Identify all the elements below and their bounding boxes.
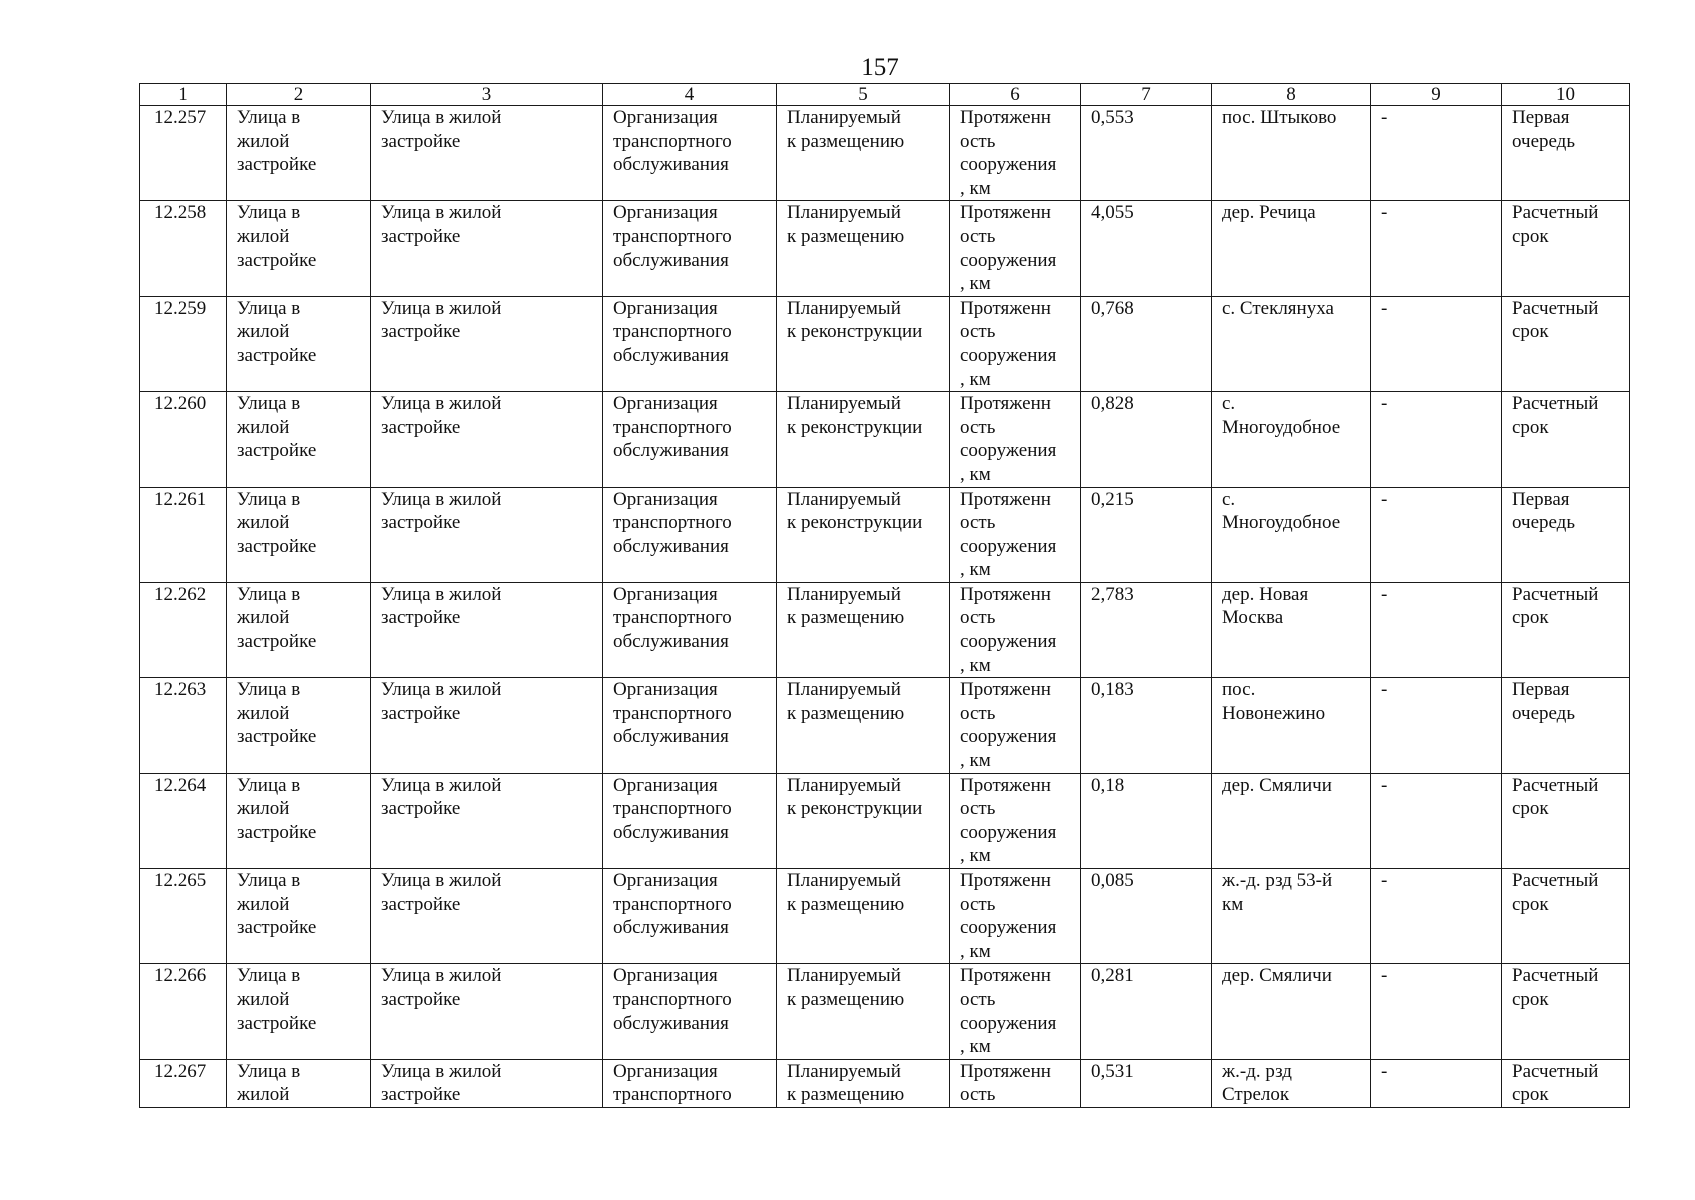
stage-text: Расчетный срок xyxy=(1512,774,1599,820)
object-name-cell xyxy=(371,201,603,296)
object-number-cell xyxy=(140,296,227,391)
stage-cell xyxy=(1502,106,1630,201)
object-name-text: Улица в жилой застройке xyxy=(381,774,502,820)
stage-cell xyxy=(1502,678,1630,773)
object-number-cell xyxy=(140,487,227,582)
object-name-text: Улица в жилой застройке xyxy=(381,965,502,1010)
object-status-cell xyxy=(777,869,950,964)
object-type-text: Улица в жилой застройке xyxy=(237,583,317,653)
zone-cell xyxy=(1371,964,1502,1059)
object-purpose-text: Организация транспортного обслуживания xyxy=(613,679,732,748)
parameter-value-cell xyxy=(1081,582,1212,677)
object-purpose-text: Организация транспортного xyxy=(613,1060,732,1106)
stage-text: Первая очередь xyxy=(1512,488,1576,534)
object-name-cell xyxy=(371,678,603,773)
object-name-text: Улица в жилой застройке xyxy=(381,393,502,438)
table-row xyxy=(140,296,1630,391)
column-header: 6 xyxy=(950,84,1081,106)
object-type-cell xyxy=(227,106,371,201)
location-cell xyxy=(1212,678,1371,773)
object-purpose-text: Организация транспортного обслуживания xyxy=(613,107,732,176)
zone-cell xyxy=(1371,392,1502,487)
object-purpose-cell xyxy=(603,678,777,773)
table-row xyxy=(140,773,1630,868)
zone-cell xyxy=(1371,678,1502,773)
stage-text: Расчетный срок xyxy=(1512,1060,1599,1106)
parameter-value-cell xyxy=(1081,201,1212,296)
zone-cell xyxy=(1371,296,1502,391)
object-status-text: Планируемый к реконструкции xyxy=(787,774,923,820)
parameter-name-text: Протяженн ость сооружения , км xyxy=(960,870,1057,962)
object-name-cell xyxy=(371,487,603,582)
object-status-text: Планируемый к размещению xyxy=(787,965,905,1010)
object-number-text: 12.258 xyxy=(154,202,207,224)
object-status-cell xyxy=(777,678,950,773)
object-status-cell xyxy=(777,773,950,868)
stage-text: Первая очередь xyxy=(1512,107,1576,152)
object-number-text: 12.263 xyxy=(154,679,207,701)
zone-text: - xyxy=(1381,774,1388,796)
object-status-text: Планируемый к размещению xyxy=(787,679,905,724)
object-number-cell xyxy=(140,106,227,201)
location-cell xyxy=(1212,106,1371,201)
parameter-value-cell xyxy=(1081,392,1212,487)
object-type-cell xyxy=(227,296,371,391)
object-purpose-text: Организация транспортного обслуживания xyxy=(613,488,732,557)
object-number-text: 12.259 xyxy=(154,297,207,319)
object-type-cell xyxy=(227,487,371,582)
parameter-value-text: 0,281 xyxy=(1091,965,1134,987)
location-cell xyxy=(1212,1059,1371,1107)
location-text: ж.-д. рзд Стрелок xyxy=(1222,1060,1292,1106)
object-type-text: Улица в жилой застройке xyxy=(237,965,317,1034)
object-purpose-text: Организация транспортного обслуживания xyxy=(613,297,732,366)
object-status-text: Планируемый к размещению xyxy=(787,107,905,152)
object-number-cell xyxy=(140,582,227,677)
parameter-value-text: 0,768 xyxy=(1091,297,1134,319)
table-body xyxy=(140,106,1630,1108)
table-row xyxy=(140,1059,1630,1107)
object-name-cell xyxy=(371,964,603,1059)
parameter-name-cell xyxy=(950,106,1081,201)
parameter-value-cell xyxy=(1081,869,1212,964)
parameter-name-cell xyxy=(950,773,1081,868)
table-row xyxy=(140,201,1630,296)
object-status-cell xyxy=(777,106,950,201)
column-number-row xyxy=(140,84,1630,106)
object-status-cell xyxy=(777,582,950,677)
stage-text: Расчетный срок xyxy=(1512,297,1599,343)
location-cell xyxy=(1212,487,1371,582)
object-status-cell xyxy=(777,392,950,487)
zone-text: - xyxy=(1381,202,1388,224)
parameter-value-cell xyxy=(1081,1059,1212,1107)
object-name-cell xyxy=(371,1059,603,1107)
location-text: с. Многоудобное xyxy=(1222,393,1341,438)
object-name-text: Улица в жилой застройке xyxy=(381,297,502,343)
object-number-text: 12.267 xyxy=(154,1060,207,1082)
object-type-cell xyxy=(227,582,371,677)
object-name-text: Улица в жилой застройке xyxy=(381,583,502,629)
object-name-cell xyxy=(371,869,603,964)
object-name-text: Улица в жилой застройке xyxy=(381,488,502,534)
stage-cell xyxy=(1502,296,1630,391)
stage-cell xyxy=(1502,869,1630,964)
page-number: 157 xyxy=(861,54,899,81)
parameter-name-text: Протяженн ость сооружения , км xyxy=(960,679,1057,772)
column-header: 9 xyxy=(1371,84,1502,106)
object-name-text: Улица в жилой застройке xyxy=(381,1060,502,1106)
object-name-cell xyxy=(371,106,603,201)
object-type-cell xyxy=(227,201,371,296)
object-status-text: Планируемый к реконструкции xyxy=(787,297,923,343)
zone-cell xyxy=(1371,1059,1502,1107)
parameter-value-cell xyxy=(1081,487,1212,582)
zone-cell xyxy=(1371,487,1502,582)
object-type-text: Улица в жилой застройке xyxy=(237,679,317,748)
parameter-value-text: 2,783 xyxy=(1091,583,1134,605)
object-number-text: 12.262 xyxy=(154,583,207,605)
object-purpose-cell xyxy=(603,773,777,868)
parameter-name-text: Протяженн ость сооружения , км xyxy=(960,488,1057,581)
objects-table xyxy=(139,83,1630,1108)
column-header: 10 xyxy=(1502,84,1630,106)
zone-text: - xyxy=(1381,107,1388,128)
location-text: с. Стеклянуха xyxy=(1222,297,1334,319)
object-purpose-cell xyxy=(603,487,777,582)
parameter-value-cell xyxy=(1081,296,1212,391)
object-status-text: Планируемый к реконструкции xyxy=(787,488,923,534)
location-cell xyxy=(1212,773,1371,868)
object-number-cell xyxy=(140,964,227,1059)
zone-cell xyxy=(1371,773,1502,868)
object-status-text: Планируемый к размещению xyxy=(787,1060,905,1106)
object-status-cell xyxy=(777,964,950,1059)
column-header: 3 xyxy=(371,84,603,106)
object-name-text: Улица в жилой застройке xyxy=(381,202,502,247)
object-name-cell xyxy=(371,296,603,391)
table-row xyxy=(140,869,1630,964)
object-name-cell xyxy=(371,773,603,868)
parameter-value-text: 0,553 xyxy=(1091,107,1134,128)
stage-cell xyxy=(1502,392,1630,487)
location-cell xyxy=(1212,392,1371,487)
stage-cell xyxy=(1502,201,1630,296)
object-purpose-text: Организация транспортного обслуживания xyxy=(613,393,732,462)
object-purpose-text: Организация транспортного обслуживания xyxy=(613,583,732,653)
object-purpose-cell xyxy=(603,296,777,391)
object-status-cell xyxy=(777,296,950,391)
parameter-name-text: Протяженн ость xyxy=(960,1060,1051,1106)
location-text: дер. Речица xyxy=(1222,202,1316,224)
column-header: 7 xyxy=(1081,84,1212,106)
object-type-cell xyxy=(227,1059,371,1107)
object-purpose-cell xyxy=(603,201,777,296)
parameter-name-text: Протяженн ость сооружения , км xyxy=(960,393,1057,485)
object-status-text: Планируемый к размещению xyxy=(787,202,905,247)
column-header: 8 xyxy=(1212,84,1371,106)
location-cell xyxy=(1212,582,1371,677)
parameter-name-cell xyxy=(950,1059,1081,1107)
location-cell xyxy=(1212,964,1371,1059)
object-type-text: Улица в жилой застройке xyxy=(237,202,317,271)
parameter-value-cell xyxy=(1081,773,1212,868)
location-text: дер. Смяличи xyxy=(1222,965,1332,987)
parameter-value-cell xyxy=(1081,678,1212,773)
stage-cell xyxy=(1502,487,1630,582)
zone-text: - xyxy=(1381,965,1388,987)
stage-text: Расчетный срок xyxy=(1512,870,1599,915)
location-text: пос. Новонежино xyxy=(1222,679,1326,724)
parameter-name-text: Протяженн ость сооружения , км xyxy=(960,107,1057,199)
zone-text: - xyxy=(1381,488,1388,510)
parameter-name-cell xyxy=(950,201,1081,296)
zone-text: - xyxy=(1381,870,1388,891)
parameter-name-cell xyxy=(950,296,1081,391)
parameter-name-cell xyxy=(950,487,1081,582)
object-type-text: Улица в жилой застройке xyxy=(237,870,317,939)
object-purpose-cell xyxy=(603,869,777,964)
stage-cell xyxy=(1502,964,1630,1059)
object-number-cell xyxy=(140,1059,227,1107)
parameter-value-text: 0,531 xyxy=(1091,1060,1134,1082)
object-status-text: Планируемый к размещению xyxy=(787,583,905,629)
column-header: 1 xyxy=(140,84,227,106)
parameter-value-text: 0,183 xyxy=(1091,679,1134,701)
object-number-cell xyxy=(140,392,227,487)
object-type-text: Улица в жилой xyxy=(237,1060,301,1106)
object-purpose-cell xyxy=(603,582,777,677)
object-purpose-cell xyxy=(603,964,777,1059)
table-row xyxy=(140,392,1630,487)
object-type-cell xyxy=(227,964,371,1059)
zone-cell xyxy=(1371,582,1502,677)
object-number-text: 12.265 xyxy=(154,870,207,891)
stage-text: Расчетный срок xyxy=(1512,965,1599,1010)
zone-text: - xyxy=(1381,1060,1388,1082)
table-row xyxy=(140,964,1630,1059)
table-row xyxy=(140,678,1630,773)
parameter-value-text: 4,055 xyxy=(1091,202,1134,224)
object-status-text: Планируемый к реконструкции xyxy=(787,393,923,438)
object-type-text: Улица в жилой застройке xyxy=(237,107,317,176)
object-type-cell xyxy=(227,773,371,868)
object-status-text: Планируемый к размещению xyxy=(787,870,905,915)
location-text: дер. Смяличи xyxy=(1222,774,1332,796)
parameter-name-cell xyxy=(950,678,1081,773)
object-number-text: 12.264 xyxy=(154,774,207,796)
object-number-text: 12.261 xyxy=(154,488,207,510)
zone-text: - xyxy=(1381,679,1388,701)
object-type-text: Улица в жилой застройке xyxy=(237,393,317,462)
object-type-text: Улица в жилой застройке xyxy=(237,297,317,366)
stage-cell xyxy=(1502,582,1630,677)
object-purpose-text: Организация транспортного обслуживания xyxy=(613,774,732,843)
object-number-cell xyxy=(140,678,227,773)
stage-text: Расчетный срок xyxy=(1512,393,1599,438)
stage-text: Расчетный срок xyxy=(1512,583,1599,629)
location-text: пос. Штыково xyxy=(1222,107,1337,128)
location-cell xyxy=(1212,296,1371,391)
object-number-cell xyxy=(140,201,227,296)
parameter-value-cell xyxy=(1081,964,1212,1059)
object-purpose-text: Организация транспортного обслуживания xyxy=(613,870,732,939)
object-name-text: Улица в жилой застройке xyxy=(381,107,502,152)
parameter-value-text: 0,828 xyxy=(1091,393,1134,415)
location-text: ж.-д. рзд 53-й км xyxy=(1222,870,1333,915)
object-purpose-text: Организация транспортного обслуживания xyxy=(613,965,732,1034)
object-number-text: 12.260 xyxy=(154,393,207,415)
parameter-name-cell xyxy=(950,869,1081,964)
zone-text: - xyxy=(1381,297,1388,319)
column-header: 2 xyxy=(227,84,371,106)
object-number-text: 12.266 xyxy=(154,965,207,987)
parameter-name-text: Протяженн ость сооружения , км xyxy=(960,202,1057,295)
object-purpose-cell xyxy=(603,1059,777,1107)
table-row xyxy=(140,582,1630,677)
table-row xyxy=(140,106,1630,201)
location-text: дер. Новая Москва xyxy=(1222,583,1309,629)
zone-cell xyxy=(1371,201,1502,296)
parameter-name-text: Протяженн ость сооружения , км xyxy=(960,965,1057,1058)
zone-cell xyxy=(1371,106,1502,201)
location-cell xyxy=(1212,201,1371,296)
column-header: 4 xyxy=(603,84,777,106)
location-cell xyxy=(1212,869,1371,964)
object-number-cell xyxy=(140,869,227,964)
parameter-name-cell xyxy=(950,964,1081,1059)
object-purpose-text: Организация транспортного обслуживания xyxy=(613,202,732,271)
parameter-name-text: Протяженн ость сооружения , км xyxy=(960,297,1057,390)
zone-text: - xyxy=(1381,393,1388,415)
parameter-name-cell xyxy=(950,392,1081,487)
object-type-text: Улица в жилой застройке xyxy=(237,488,317,557)
zone-cell xyxy=(1371,869,1502,964)
object-type-cell xyxy=(227,392,371,487)
object-name-cell xyxy=(371,582,603,677)
parameter-value-cell xyxy=(1081,106,1212,201)
parameter-value-text: 0,18 xyxy=(1091,774,1125,796)
object-type-cell xyxy=(227,678,371,773)
object-type-text: Улица в жилой застройке xyxy=(237,774,317,843)
object-name-text: Улица в жилой застройке xyxy=(381,870,502,915)
column-header: 5 xyxy=(777,84,950,106)
zone-text: - xyxy=(1381,583,1388,605)
object-status-cell xyxy=(777,487,950,582)
object-number-cell xyxy=(140,773,227,868)
stage-text: Первая очередь xyxy=(1512,679,1576,724)
object-status-cell xyxy=(777,201,950,296)
table-row xyxy=(140,487,1630,582)
stage-cell xyxy=(1502,773,1630,868)
object-number-text: 12.257 xyxy=(154,107,207,128)
parameter-name-text: Протяженн ость сооружения , км xyxy=(960,774,1057,867)
parameter-value-text: 0,215 xyxy=(1091,488,1134,510)
object-name-cell xyxy=(371,392,603,487)
parameter-name-text: Протяженн ость сооружения , км xyxy=(960,583,1057,676)
parameter-name-cell xyxy=(950,582,1081,677)
stage-text: Расчетный срок xyxy=(1512,202,1599,247)
object-status-cell xyxy=(777,1059,950,1107)
object-purpose-cell xyxy=(603,392,777,487)
parameter-value-text: 0,085 xyxy=(1091,870,1134,891)
stage-cell xyxy=(1502,1059,1630,1107)
object-type-cell xyxy=(227,869,371,964)
object-name-text: Улица в жилой застройке xyxy=(381,679,502,724)
location-text: с. Многоудобное xyxy=(1222,488,1341,534)
object-purpose-cell xyxy=(603,106,777,201)
